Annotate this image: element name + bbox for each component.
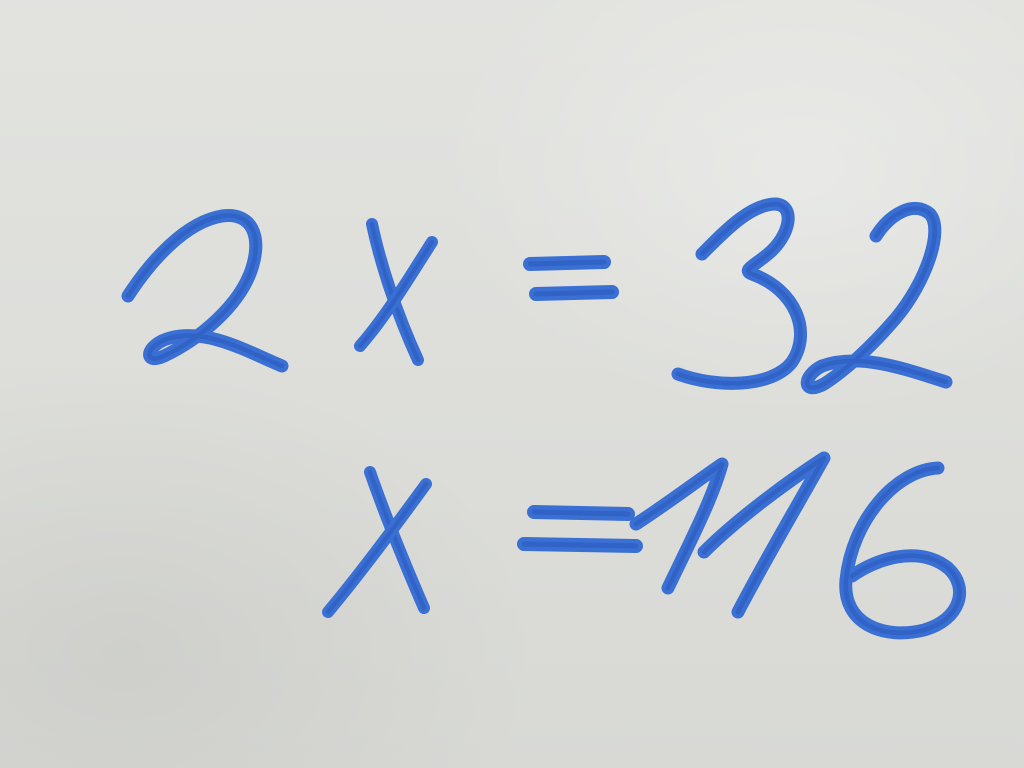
ink-strokes	[128, 204, 960, 633]
equation-line-1	[128, 204, 946, 388]
equals-sign-line2-bottom-core	[524, 544, 636, 546]
digit-2-line1	[128, 216, 282, 366]
equals-sign-line1-bottom-core	[536, 292, 612, 294]
equals-sign-line2-top-core	[534, 512, 628, 514]
equals-sign-line1-top-core	[530, 262, 604, 264]
equation-line-2	[328, 458, 960, 633]
digit-6-line2-loop	[846, 468, 960, 633]
